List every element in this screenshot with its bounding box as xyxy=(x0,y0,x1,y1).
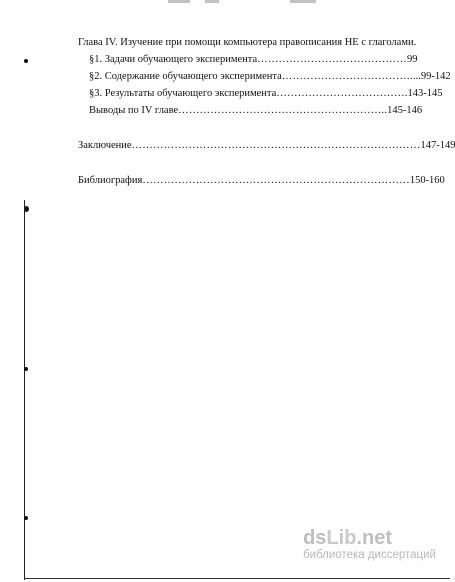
toc-entry-section-3[interactable] xyxy=(89,87,443,100)
toc-entry-bibliography[interactable] xyxy=(78,174,445,187)
toc-page-number: 145-146 xyxy=(387,105,423,116)
toc-entry-label: Выводы по IV главе xyxy=(89,105,179,116)
logo-net: .net xyxy=(356,527,392,549)
toc-page-number: 147-149 xyxy=(420,140,455,151)
toc-leader-dots: ………………………………………………………………… xyxy=(142,175,410,186)
toc-page-number: ...99-142 xyxy=(412,71,451,82)
toc-page-number: 99 xyxy=(406,54,418,65)
dslib-logo xyxy=(303,528,436,548)
scan-artifact-top-3 xyxy=(290,0,316,3)
watermark-subtitle: библиотека диссертаций xyxy=(303,549,436,561)
logo-ds: ds xyxy=(303,527,327,549)
punch-hole-mark-3 xyxy=(24,367,28,371)
toc-entry-label: Библиография xyxy=(78,175,143,186)
toc-entry-label: Заключение xyxy=(78,140,132,151)
dslib-watermark xyxy=(303,528,436,562)
toc-page-number: 143-145 xyxy=(407,88,443,99)
toc-entry-chapter-conclusions[interactable] xyxy=(89,104,422,117)
toc-entry-label: §2. Содержание обучающего эксперимента xyxy=(89,71,282,82)
logo-lib: Lib xyxy=(326,527,357,549)
toc-leader-dots: …………………………………… xyxy=(257,54,407,65)
toc-entry-section-1[interactable] xyxy=(89,53,417,66)
scan-bottom-edge xyxy=(24,578,450,579)
toc-leader-dots: ……………………………………………………………………… xyxy=(131,140,421,151)
toc-page-number: 150-160 xyxy=(409,175,445,186)
toc-entry-conclusion[interactable] xyxy=(78,139,455,152)
toc-entry-section-2[interactable] xyxy=(89,70,451,83)
toc-chapter-4-title: Глава IV. Изучение при помощи компьютера правописания НЕ с глаголами. xyxy=(78,37,417,48)
binding-edge-line xyxy=(24,200,25,580)
punch-hole-mark-4 xyxy=(24,516,28,520)
toc-leader-dots: ………………………………. xyxy=(276,88,408,99)
punch-hole-mark-1 xyxy=(24,59,28,63)
scan-artifact-top-2 xyxy=(205,0,219,3)
toc-leader-dots: ………………………………. xyxy=(281,71,413,82)
toc-entry-label: §3. Результаты обучающего эксперимента xyxy=(89,88,277,99)
toc-entry-label: §1. Задачи обучающего эксперимента xyxy=(89,54,258,65)
toc-leader-dots: ………………………………………………….. xyxy=(178,105,388,116)
scan-artifact-top-1 xyxy=(168,0,190,3)
